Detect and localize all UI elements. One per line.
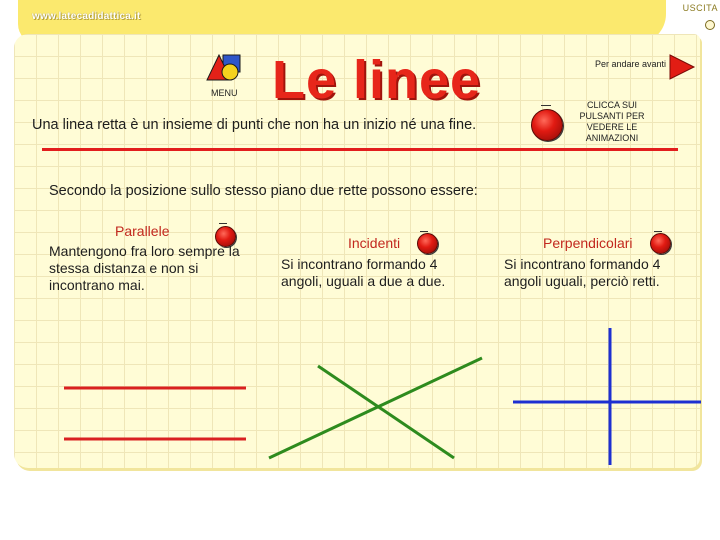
parallel-title: Parallele: [115, 223, 170, 239]
perpendicular-button[interactable]: [650, 233, 671, 254]
perpendicular-title: Perpendicolari: [543, 235, 633, 251]
divider: [42, 148, 678, 151]
incident-description: Si incontrano formando 4 angoli, uguali a due a due.: [281, 256, 446, 289]
page-title: Le linee: [272, 50, 482, 110]
perpendicular-description: Si incontrano formando 4 angoli uguali, perciò retti.: [504, 256, 661, 289]
incident-button[interactable]: [417, 233, 438, 254]
menu-label[interactable]: MENU: [211, 88, 238, 98]
play-arrow-icon[interactable]: [668, 54, 696, 80]
exit-label: USCITA: [682, 3, 718, 13]
parallel-description: Mantengono fra loro sempre la stessa distanza e non si incontrano mai.: [49, 243, 240, 293]
shapes-icon[interactable]: [205, 52, 245, 88]
incident-title: Incidenti: [348, 235, 401, 251]
line-definition: Una linea retta è un insieme di punti che non ha un inizio né una fine.: [32, 117, 477, 133]
forward-label: Per andare avanti: [595, 59, 667, 69]
instructions-text: CLICCA SUI PULSANTI PER VEDERE LE ANIMAZIONI: [579, 100, 645, 143]
main-animation-button[interactable]: [531, 109, 563, 141]
exit-icon: [705, 20, 715, 30]
site-url[interactable]: www.latecadidattica.it: [32, 11, 141, 22]
section-subtitle: Secondo la posizione sullo stesso piano due rette possono essere:: [49, 183, 478, 199]
